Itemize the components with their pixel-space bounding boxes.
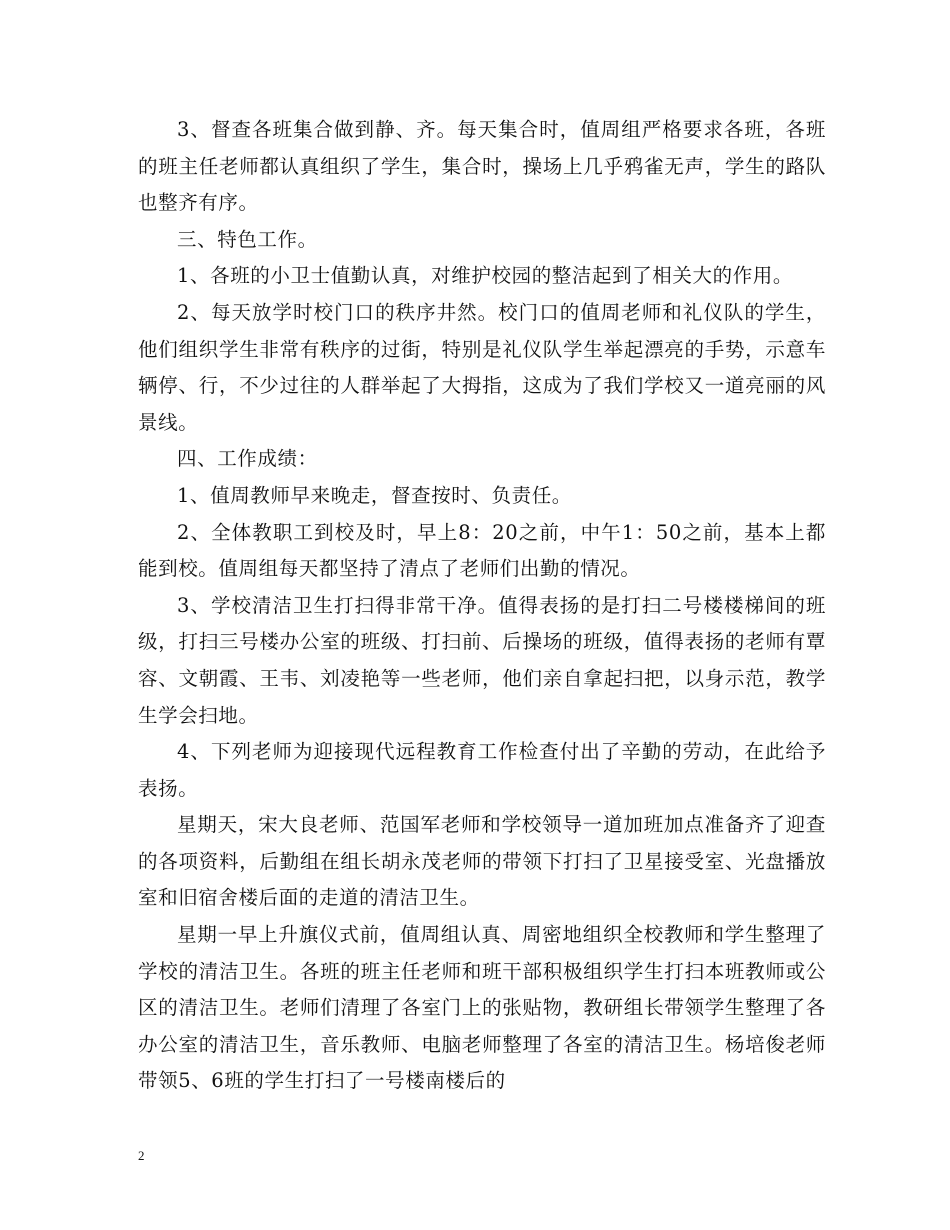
section-heading: 三、特色工作。 <box>177 227 318 251</box>
page-number: 2 <box>138 1148 145 1163</box>
section-heading: 四、工作成绩： <box>177 447 318 471</box>
document-body <box>138 112 826 1100</box>
paragraph: 2、全体教职工到校及时，早上8：20之前，中午1：50之前，基本上都能到校。值周组每天都坚持了清点了老师们出勤的情况。 <box>138 520 826 581</box>
paragraph: 1、各班的小卫士值勤认真，对维护校园的整洁起到了相关大的作用。 <box>177 264 794 288</box>
paragraph: 3、学校清洁卫生打扫得非常干净。值得表扬的是打扫二号楼楼梯间的班级，打扫三号楼办公室的班级、打扫前、后操场的班级，值得表扬的老师有覃容、文朝霞、王韦、刘凌艳等一些老师，他们亲自拿起扫把，以身示范，教学生学会扫地。 <box>138 593 826 727</box>
paragraph: 星期一早上升旗仪式前，值周组认真、周密地组织全校教师和学生整理了学校的清洁卫生。各班的班主任老师和班干部积极组织学生打扫本班教师或公区的清洁卫生。老师们清理了各室门上的张贴物，教研组长带领学生整理了各办公室的清洁卫生，音乐教师、电脑老师整理了各室的清洁卫生。杨培俊老师带领5、6班的学生打扫了一号楼南楼后的 <box>138 923 826 1093</box>
paragraph: 1、值周教师早来晚走，督查按时、负责任。 <box>177 483 572 507</box>
paragraph: 星期天，宋大良老师、范国军老师和学校领导一道加班加点准备齐了迎查的各项资料，后勤组在组长胡永茂老师的带领下打扫了卫星接受室、光盘播放室和旧宿舍楼后面的走道的清洁卫生。 <box>138 813 826 910</box>
paragraph: 3、督查各班集合做到静、齐。每天集合时，值周组严格要求各班，各班的班主任老师都认真组织了学生，集合时，操场上几乎鸦雀无声，学生的路队也整齐有序。 <box>138 118 826 215</box>
paragraph: 2、每天放学时校门口的秩序井然。校门口的值周老师和礼仪队的学生，他们组织学生非常有秩序的过街，特别是礼仪队学生举起漂亮的手势，示意车辆停、行，不少过往的人群举起了大拇指，这成为了我们学校又一道亮丽的风景线。 <box>138 300 826 434</box>
paragraph: 4、下列老师为迎接现代远程教育工作检查付出了辛勤的劳动，在此给予表扬。 <box>138 740 826 800</box>
